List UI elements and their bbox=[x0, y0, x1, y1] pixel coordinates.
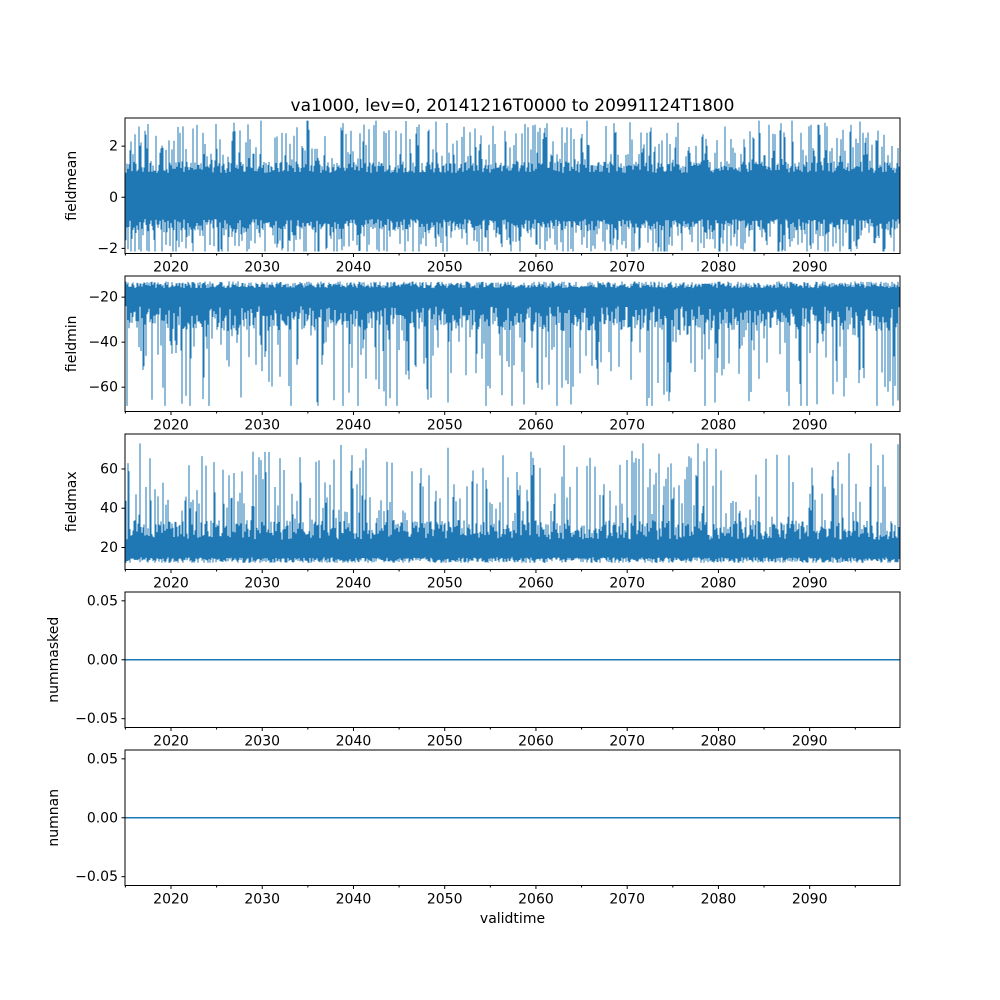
x-tick-label: 2080 bbox=[700, 733, 737, 750]
x-tick-label: 2040 bbox=[335, 417, 372, 434]
x-tick-label: 2020 bbox=[153, 733, 189, 750]
x-tick-label: 2060 bbox=[518, 259, 554, 276]
x-tick-label: 2060 bbox=[518, 891, 554, 908]
y-tick-label: 0 bbox=[109, 189, 118, 206]
y-axis-label: numnan bbox=[46, 788, 62, 847]
y-tick-label: 0.00 bbox=[86, 810, 118, 827]
x-tick-label: 2080 bbox=[700, 891, 737, 908]
x-tick-label: 2020 bbox=[153, 417, 189, 434]
y-axis-label: fieldmin bbox=[64, 315, 80, 373]
x-tick-label: 2030 bbox=[244, 733, 281, 750]
series-line bbox=[125, 121, 900, 252]
subplot-fieldmax bbox=[64, 434, 900, 592]
x-tick-label: 2060 bbox=[518, 575, 554, 592]
x-tick-label: 2090 bbox=[791, 575, 828, 592]
x-tick-label: 2080 bbox=[700, 259, 737, 276]
series-line bbox=[125, 281, 900, 406]
x-tick-label: 2060 bbox=[518, 733, 554, 750]
x-tick-label: 2040 bbox=[335, 575, 372, 592]
x-tick-label: 2080 bbox=[700, 417, 737, 434]
y-tick-label: −0.05 bbox=[75, 711, 118, 728]
x-tick-label: 2070 bbox=[609, 259, 646, 276]
subplot-fieldmin bbox=[64, 276, 900, 434]
x-tick-label: 2020 bbox=[153, 259, 189, 276]
subplot-numnan bbox=[46, 750, 900, 908]
subplots-group bbox=[46, 118, 900, 908]
y-axis-label: fieldmean bbox=[64, 150, 80, 221]
x-tick-label: 2090 bbox=[791, 259, 828, 276]
x-tick-label: 2080 bbox=[700, 575, 737, 592]
x-tick-label: 2070 bbox=[609, 417, 646, 434]
x-tick-label: 2020 bbox=[153, 575, 189, 592]
subplot-fieldmean bbox=[64, 118, 900, 276]
y-tick-label: 2 bbox=[109, 138, 118, 155]
y-tick-label: −60 bbox=[88, 379, 118, 396]
x-tick-label: 2030 bbox=[244, 575, 281, 592]
x-tick-label: 2020 bbox=[153, 891, 189, 908]
y-tick-label: −20 bbox=[88, 289, 118, 306]
chart-title: va1000, lev=0, 20141216T0000 to 20991124T1800 bbox=[290, 96, 735, 116]
x-tick-label: 2060 bbox=[518, 417, 554, 434]
x-tick-label: 2090 bbox=[791, 891, 828, 908]
x-tick-label: 2040 bbox=[335, 733, 372, 750]
y-tick-label: 60 bbox=[100, 461, 118, 478]
y-tick-label: −40 bbox=[88, 334, 118, 351]
series-line bbox=[125, 443, 900, 562]
y-axis-label: fieldmax bbox=[64, 471, 80, 533]
x-tick-label: 2050 bbox=[426, 417, 463, 434]
x-tick-label: 2090 bbox=[791, 417, 828, 434]
y-tick-label: 40 bbox=[100, 500, 118, 517]
y-tick-label: −2 bbox=[97, 240, 118, 257]
y-tick-label: 0.00 bbox=[86, 652, 118, 669]
x-tick-label: 2040 bbox=[335, 259, 372, 276]
x-tick-label: 2050 bbox=[426, 259, 463, 276]
x-tick-label: 2070 bbox=[609, 733, 646, 750]
x-tick-label: 2050 bbox=[426, 891, 463, 908]
x-tick-label: 2030 bbox=[244, 891, 281, 908]
y-tick-label: −0.05 bbox=[75, 869, 118, 886]
subplot-nummasked bbox=[46, 592, 900, 750]
x-tick-label: 2050 bbox=[426, 733, 463, 750]
y-axis-label: nummasked bbox=[46, 616, 62, 703]
x-tick-label: 2030 bbox=[244, 417, 281, 434]
y-tick-label: 0.05 bbox=[86, 593, 118, 610]
x-axis-label: validtime bbox=[479, 911, 546, 927]
x-tick-label: 2050 bbox=[426, 575, 463, 592]
x-tick-label: 2070 bbox=[609, 891, 646, 908]
x-tick-label: 2030 bbox=[244, 259, 281, 276]
y-tick-label: 20 bbox=[100, 540, 118, 557]
x-tick-label: 2070 bbox=[609, 575, 646, 592]
x-tick-label: 2040 bbox=[335, 891, 372, 908]
x-tick-label: 2090 bbox=[791, 733, 828, 750]
y-tick-label: 0.05 bbox=[86, 751, 118, 768]
